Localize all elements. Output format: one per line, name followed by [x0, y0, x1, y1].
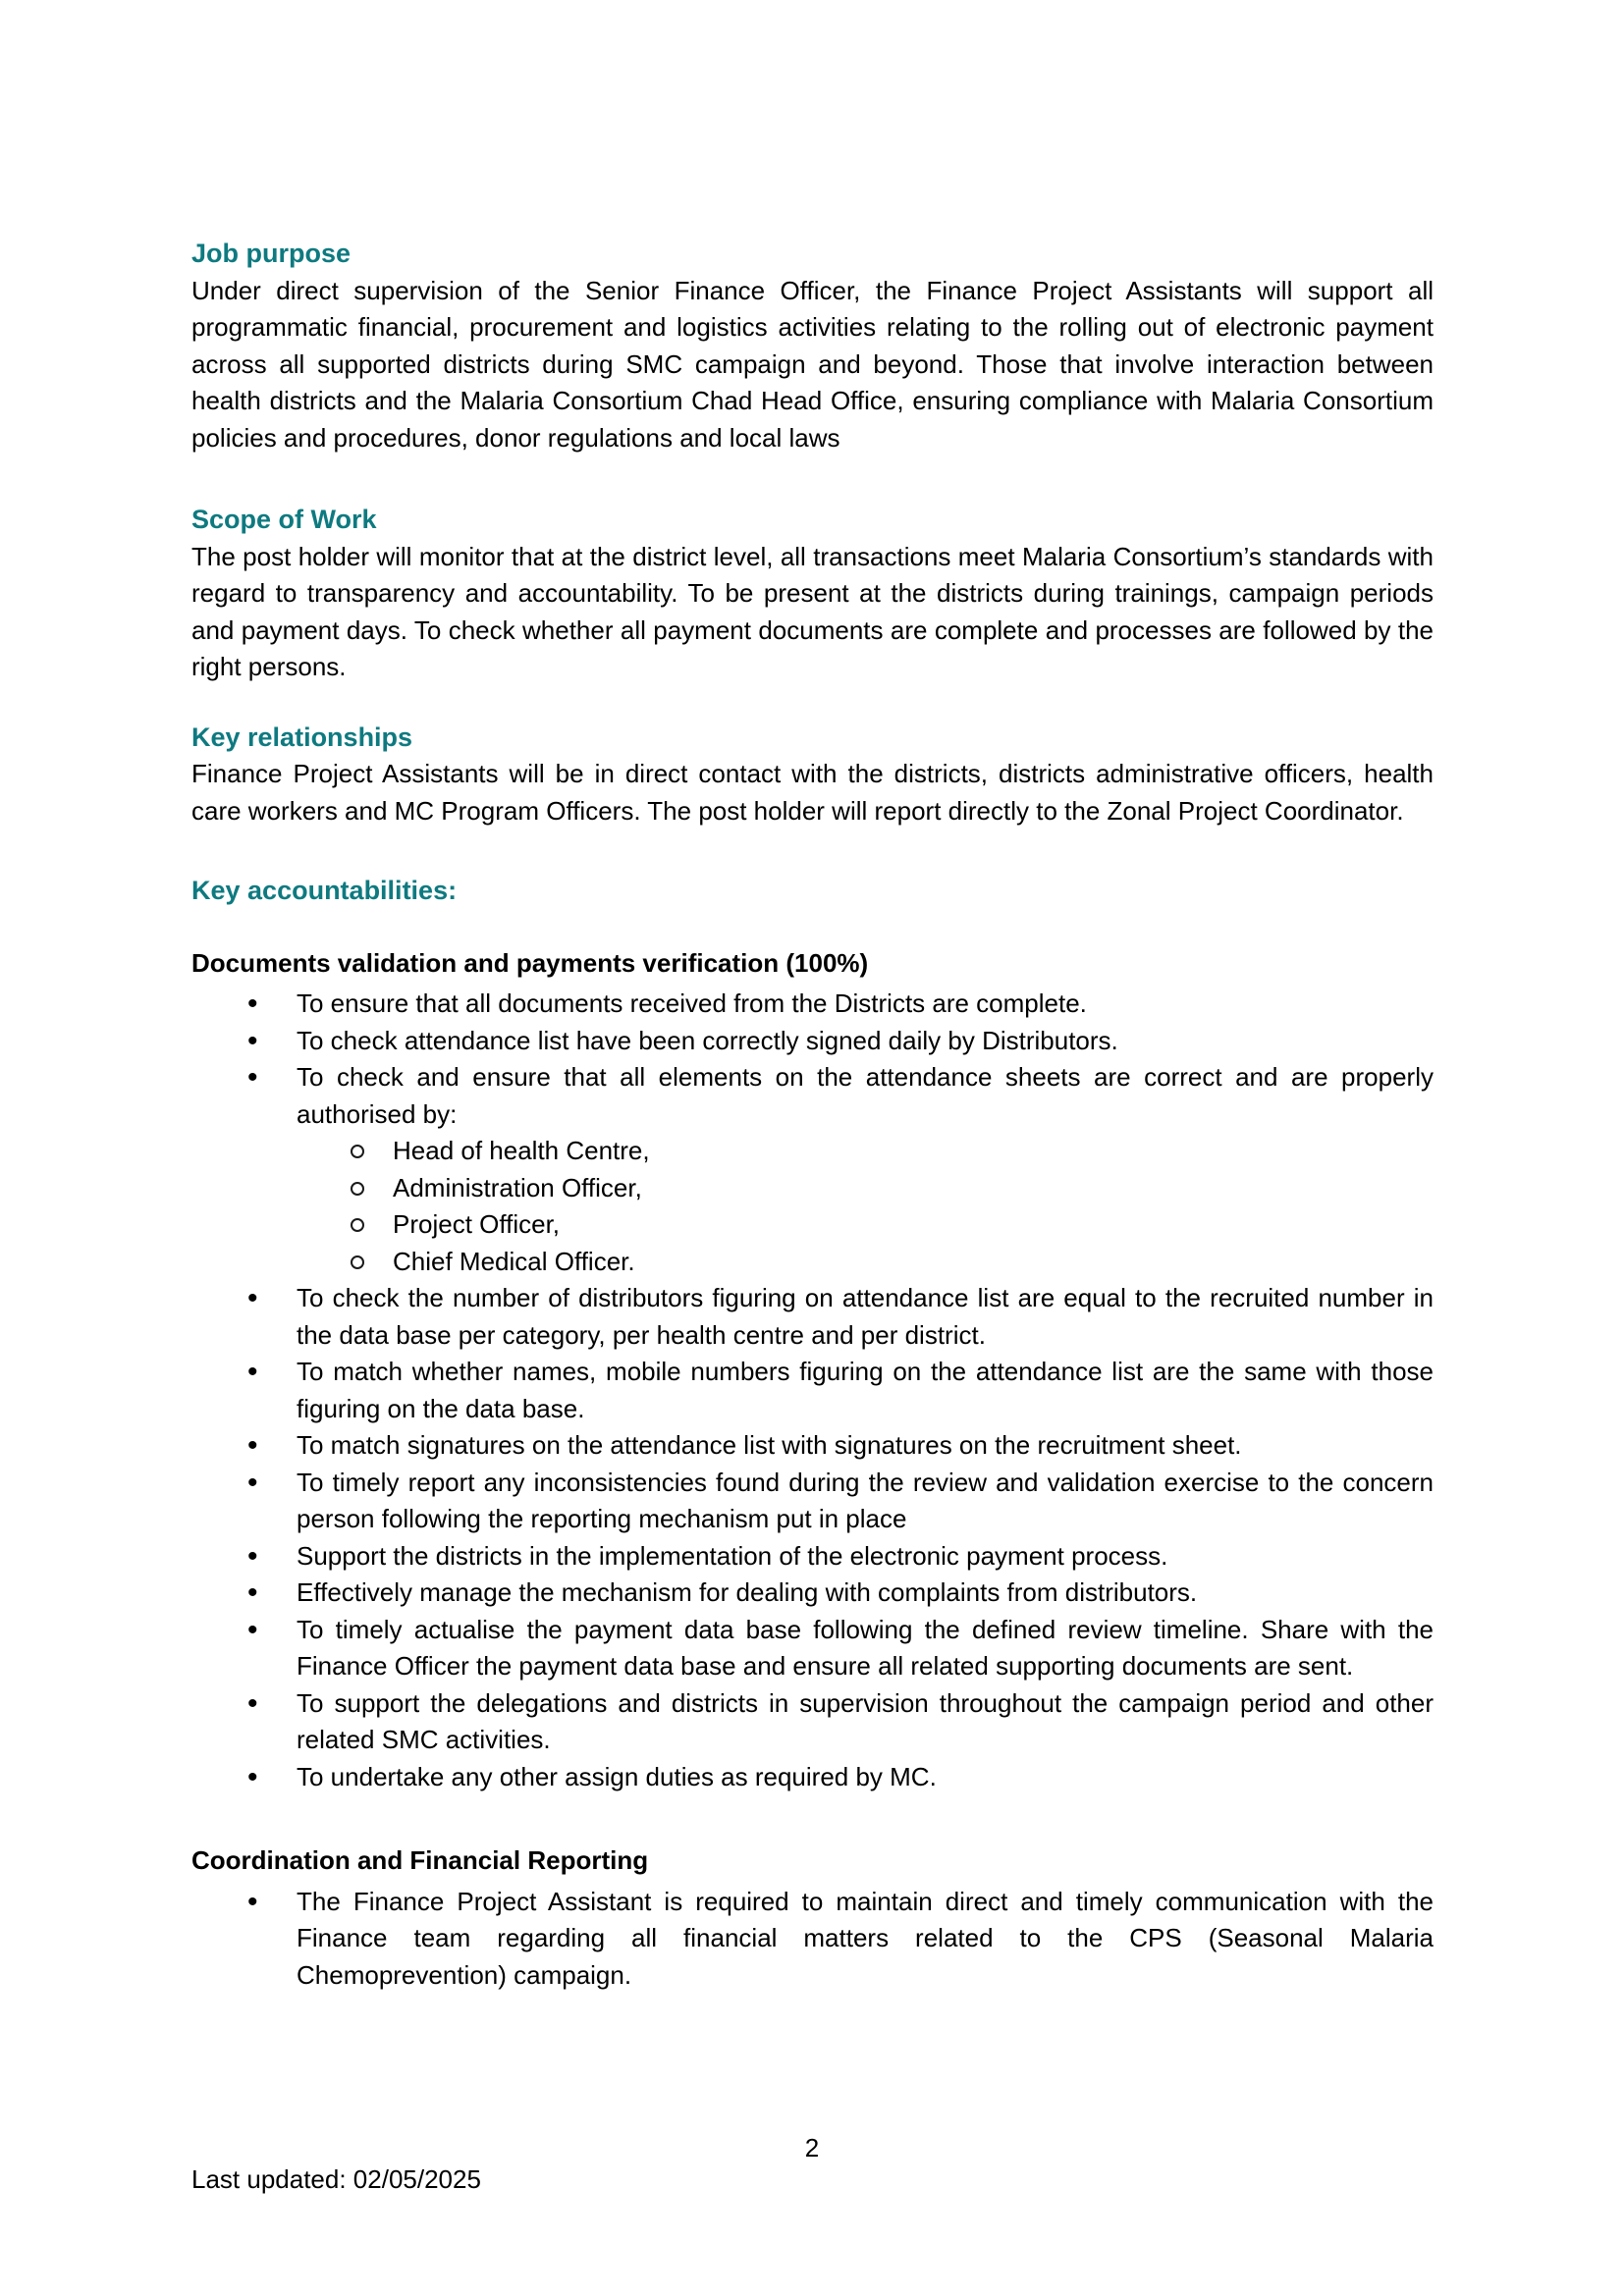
sub-bullet-item — [297, 1206, 1434, 1244]
bullet-item — [191, 1465, 1434, 1538]
bullet-text: The Finance Project Assistant is required to maintain direct and timely communication with the Finance team regarding all financial matters related to the CPS (Seasonal Malaria Chemoprevention) campaign. — [297, 1886, 1434, 1990]
bullet-item — [191, 1759, 1434, 1796]
bullet-text: To timely actualise the payment data base following the defined review timeline. Share with the Finance Officer the payment data base and ensure all related supporting documents are sent. — [297, 1614, 1434, 1681]
section-heading-key-accountabilities: Key accountabilities: — [191, 876, 458, 905]
coordination-list — [191, 1884, 1434, 1995]
bullet-item — [191, 1538, 1434, 1575]
page-number: 2 — [804, 2133, 820, 2163]
bullet-text: To check and ensure that all elements on the attendance sheets are correct and are properly authorised by: — [297, 1062, 1434, 1129]
subsection-heading-documents-validation: Documents validation and payments verification (100%) — [191, 947, 869, 978]
bullet-item — [191, 1685, 1434, 1759]
bullet-item — [191, 1575, 1434, 1612]
sub-bullet-text: Head of health Centre, — [393, 1136, 650, 1165]
document-content — [191, 236, 1434, 1994]
bullet-text: Support the districts in the implementation of the electronic payment process. — [297, 1540, 1168, 1571]
paragraph-scope-of-work: The post holder will monitor that at the district level, all transactions meet Malaria Consortium’s standards with regard to transparency and accountability. To be present at the districts during trainings, campaign periods and payment days. To check whether all payment documents are complete and processes are followed by the right persons. — [191, 541, 1434, 681]
bullet-item — [191, 1059, 1434, 1280]
bullet-text: To check attendance list have been correctly signed daily by Distributors. — [297, 1025, 1118, 1055]
sub-bullet-text: Project Officer, — [393, 1209, 561, 1239]
bullet-text: To support the delegations and districts in supervision throughout the campaign period and other related SMC activities. — [297, 1687, 1434, 1754]
bullet-text: To timely report any inconsistencies found during the review and validation exercise to the concern person following the reporting mechanism put in place — [297, 1467, 1434, 1533]
sub-bullet-item — [297, 1133, 1434, 1170]
bullet-text: To check the number of distributors figuring on attendance list are equal to the recruited number in the data base per category, per health centre and per district. — [297, 1283, 1434, 1350]
paragraph-key-relationships: Finance Project Assistants will be in direct contact with the districts, districts administrative officers, health care workers and MC Program Officers. The post holder will report directly to the Zonal Project Coordinator. — [191, 759, 1434, 826]
bullet-item — [191, 1354, 1434, 1427]
authorised-by-list — [297, 1133, 1434, 1280]
sub-bullet-item — [297, 1244, 1434, 1281]
bullet-item — [191, 1427, 1434, 1465]
section-heading-job-purpose: Job purpose — [191, 239, 352, 268]
sub-bullet-text: Chief Medical Officer. — [393, 1246, 635, 1276]
bullet-text: Effectively manage the mechanism for dealing with complaints from distributors. — [297, 1577, 1198, 1607]
footer-last-updated: Last updated: 02/05/2025 — [191, 2164, 481, 2194]
sub-bullet-text: Administration Officer, — [393, 1172, 642, 1202]
section-heading-key-relationships: Key relationships — [191, 721, 413, 752]
bullet-text: To match signatures on the attendance list with signatures on the recruitment sheet. — [297, 1430, 1242, 1460]
sub-bullet-item — [297, 1170, 1434, 1207]
bullet-item — [191, 1884, 1434, 1995]
bullet-text: To ensure that all documents received from the Districts are complete. — [297, 988, 1087, 1018]
bullet-text: To undertake any other assign duties as required by MC. — [297, 1761, 937, 1791]
subsection-heading-coordination: Coordination and Financial Reporting — [191, 1845, 649, 1875]
bullet-item — [191, 986, 1434, 1023]
paragraph-job-purpose: Under direct supervision of the Senior Finance Officer, the Finance Project Assistants will support all programmatic financial, procurement and logistics activities relating to the rolling out of electronic payment across all supported districts during SMC campaign and beyond. Those that involve interaction between health districts and the Malaria Consortium Chad Head Office, ensuring compliance with Malaria Consortium policies and procedures, donor regulations and local laws — [191, 275, 1434, 453]
bullet-item — [191, 1023, 1434, 1060]
bullet-item — [191, 1612, 1434, 1685]
documents-validation-list — [191, 986, 1434, 1795]
bullet-item — [191, 1280, 1434, 1354]
section-heading-scope-of-work: Scope of Work — [191, 505, 377, 534]
bullet-text: To match whether names, mobile numbers figuring on the attendance list are the same with those figuring on the data base. — [297, 1357, 1434, 1423]
